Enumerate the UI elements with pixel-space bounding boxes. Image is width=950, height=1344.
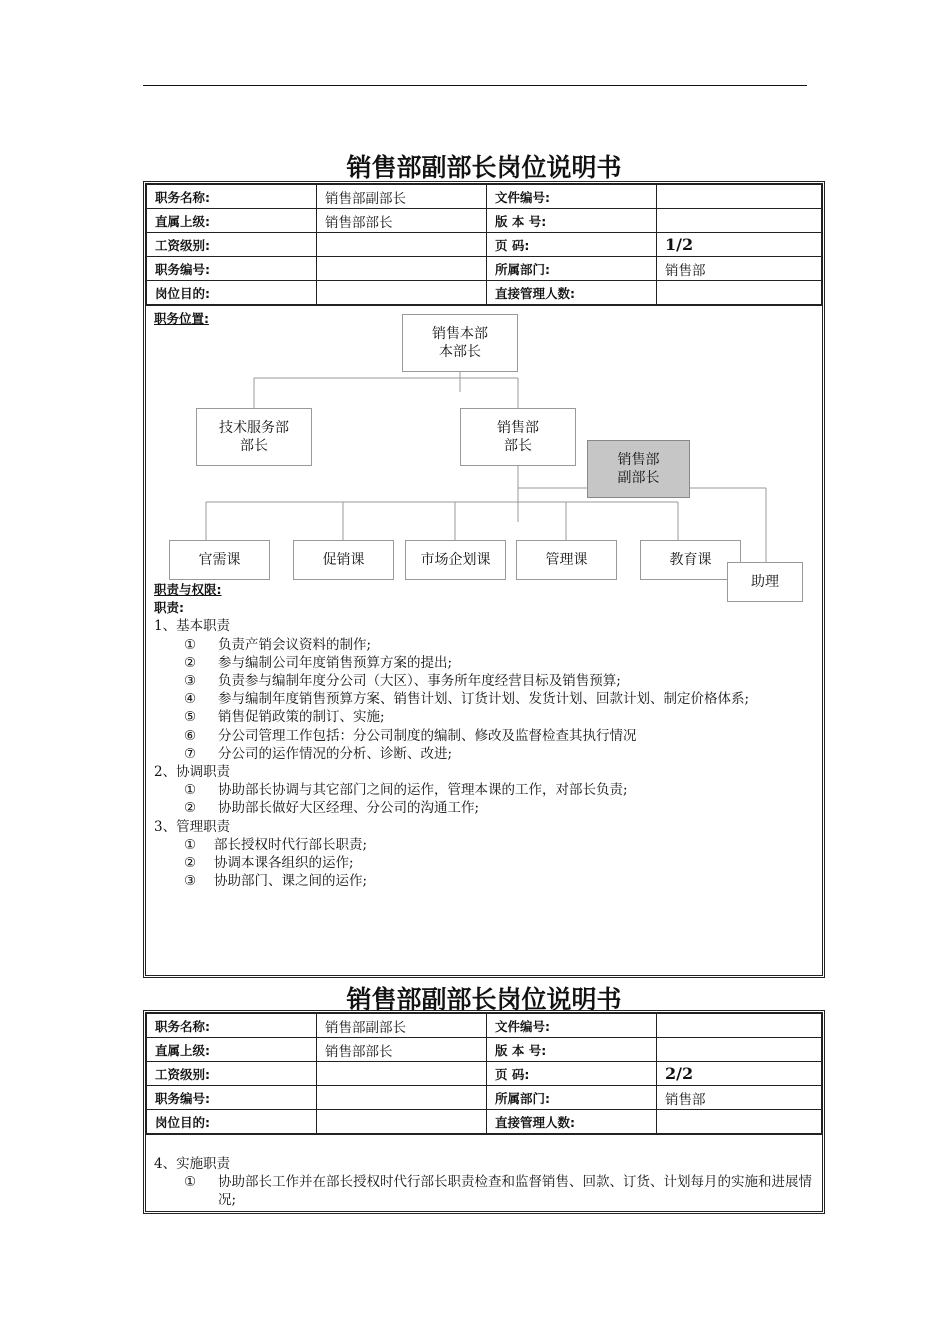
list-item: ② 参与编制公司年度销售预算方案的提出;	[184, 654, 453, 671]
list-item: ① 部长授权时代行部长职责;	[184, 836, 368, 853]
org-node-section-2: 促销课	[293, 540, 394, 580]
list-item: ① 协助部长协调与其它部门之间的运作，管理本课的工作，对部长负责;	[184, 782, 628, 799]
label-version: 版 本 号:	[487, 209, 657, 233]
list-item: ④ 参与编制年度销售预算方案、销售计划、订货计划、发货计划、回款计划、制定价格体系;	[184, 691, 750, 708]
value-version	[657, 209, 822, 233]
section-basic-duties: 1、基本职责	[154, 618, 231, 635]
value-job-code	[317, 1086, 487, 1110]
job-description-page-2	[143, 1010, 825, 1214]
duties-authority-label: 职责与权限:	[154, 582, 222, 597]
label-job-code: 职务编号:	[147, 1086, 317, 1110]
job-description-page-1	[143, 181, 825, 978]
org-node-sales-head: 销售本部 本部长	[402, 314, 518, 372]
body-section-1	[146, 305, 822, 971]
label-doc-no: 文件编号:	[487, 1014, 657, 1038]
list-item: ① 协助部长工作并在部长授权时代行部长职责检查和监督销售、回款、订货、计划每月的实施和进展情况;	[184, 1174, 812, 1209]
header-rule	[143, 85, 807, 86]
org-node-section-1: 官需课	[169, 540, 270, 580]
org-node-deputy-head: 销售部 副部长	[587, 440, 690, 498]
list-item: ② 协助部长做好大区经理、分公司的沟通工作;	[184, 800, 480, 817]
duties-block-1	[154, 581, 814, 890]
label-doc-no: 文件编号:	[487, 185, 657, 209]
body-section-2	[146, 1134, 822, 1209]
list-item: ⑤ 销售促销政策的制订、实施;	[184, 709, 385, 726]
org-node-section-4: 管理课	[516, 540, 617, 580]
value-page: 1/2	[657, 233, 822, 257]
label-direct-reports: 直接管理人数:	[487, 281, 657, 305]
org-node-assistant: 助理	[727, 562, 803, 602]
label-page: 页 码:	[487, 1062, 657, 1086]
page-title-2: 销售部副部长岗位说明书	[346, 985, 622, 1014]
label-page: 页 码:	[487, 233, 657, 257]
value-department: 销售部	[657, 257, 822, 281]
value-salary-level	[317, 233, 487, 257]
label-department: 所属部门:	[487, 1086, 657, 1110]
label-job-name: 职务名称:	[147, 185, 317, 209]
value-department: 销售部	[657, 1086, 822, 1110]
value-version	[657, 1038, 822, 1062]
duties-label: 职责:	[154, 600, 184, 616]
label-job-name: 职务名称:	[147, 1014, 317, 1038]
label-position-purpose: 岗位目的:	[147, 1110, 317, 1134]
org-node-sales-head-dept: 销售部 部长	[460, 408, 576, 466]
label-salary-level: 工资级别:	[147, 1062, 317, 1086]
org-node-section-5: 教育课	[640, 540, 741, 580]
value-job-name: 销售部副部长	[317, 1014, 487, 1038]
position-label: 职务位置:	[154, 311, 209, 326]
value-page: 2/2	[657, 1062, 822, 1086]
value-salary-level	[317, 1062, 487, 1086]
list-item: ⑦ 分公司的运作情况的分析、诊断、改进;	[184, 745, 453, 762]
value-position-purpose	[317, 281, 487, 305]
value-doc-no	[657, 185, 822, 209]
list-item: ③ 负责参与编制年度分公司（大区）、事务所年度经营目标及销售预算;	[184, 673, 621, 690]
duties-block-2	[154, 1155, 814, 1210]
label-salary-level: 工资级别:	[147, 233, 317, 257]
value-direct-reports	[657, 281, 822, 305]
info-table-1	[146, 184, 822, 305]
label-job-code: 职务编号:	[147, 257, 317, 281]
info-table-2	[146, 1013, 822, 1134]
value-direct-reports	[657, 1110, 822, 1134]
label-version: 版 本 号:	[487, 1038, 657, 1062]
section-management-duties: 3、管理职责	[154, 818, 231, 835]
section-coordination-duties: 2、协调职责	[154, 764, 231, 781]
label-position-purpose: 岗位目的:	[147, 281, 317, 305]
org-node-section-3: 市场企划课	[405, 540, 506, 580]
page-title-1: 销售部副部长岗位说明书	[346, 153, 622, 182]
value-direct-superior: 销售部部长	[317, 209, 487, 233]
list-item: ② 协调本课各组织的运作;	[184, 855, 354, 872]
org-node-tech-service-head: 技术服务部 部长	[196, 408, 312, 466]
value-job-name: 销售部副部长	[317, 185, 487, 209]
label-direct-superior: 直属上级:	[147, 1038, 317, 1062]
list-item: ① 负责产销会议资料的制作;	[184, 636, 372, 653]
value-position-purpose	[317, 1110, 487, 1134]
label-direct-superior: 直属上级:	[147, 209, 317, 233]
label-direct-reports: 直接管理人数:	[487, 1110, 657, 1134]
value-doc-no	[657, 1014, 822, 1038]
label-department: 所属部门:	[487, 257, 657, 281]
value-direct-superior: 销售部部长	[317, 1038, 487, 1062]
value-job-code	[317, 257, 487, 281]
list-item: ⑥ 分公司管理工作包括：分公司制度的编制、修改及监督检查其执行情况	[184, 727, 637, 744]
list-item: ③ 协助部门、课之间的运作;	[184, 873, 368, 890]
section-implementation-duties: 4、实施职责	[154, 1156, 231, 1172]
